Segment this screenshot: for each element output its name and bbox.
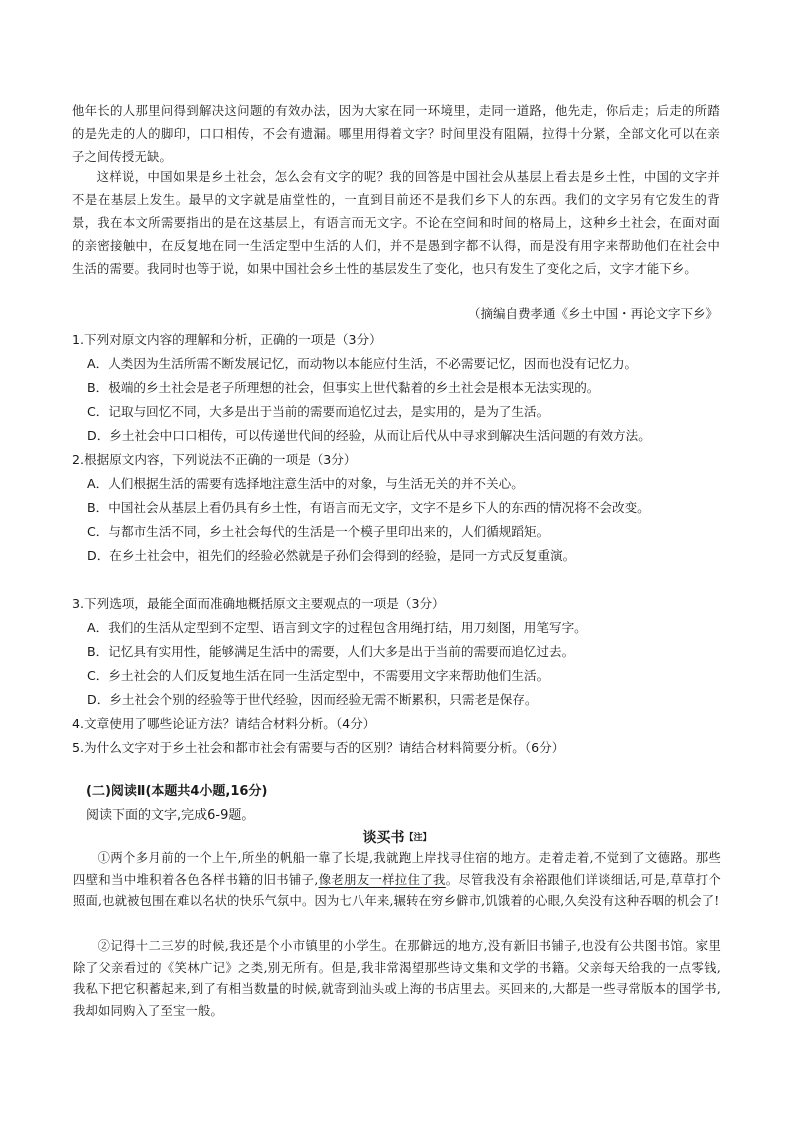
article-title-text: 谈买书: [362, 830, 405, 846]
p1-text-after: 。尽管我没有余裕跟他们详谈细话,可是,草草打个照面,也就被包围在难以名状的快乐气氛中。因为七八年来,辗转在穷乡僻市,饥饿着的心眼,久矣没有这种吞咽的机会了!: [73, 872, 721, 908]
paragraph-text: 这样说，中国如果是乡土社会，怎么会有文字的呢？我的回答是中国社会从基层上看去是乡土性，中国的文字并不是在基层上发生。最早的文字就是庙堂性的，一直到目前还不是我们乡下人的东西。我们的文字另有它发生的背景，我在本文所需要指出的是在这基层上，有语言而无文字。不论在空间和时间的格局上，这种乡土社会，在面对面的亲密接触中，在反复地在同一生活定型中生活的人们，并不是愚到字都不认得，而是没有用字来帮助他们在社会中生活的需要。我同时也等于说，如果中国社会乡土性的基层发生了变化，也只有发生了变化之后，文字才能下乡。: [72, 170, 720, 276]
question-1-option-c: C．记取与回忆不同，大多是出于当前的需要而追忆过去，是实用的，是为了生活。: [87, 404, 550, 419]
question-1-option-d: D．乡土社会中口口相传，可以传递世代间的经验，从而让后代从中寻求到解决生活问题的有效方法。: [87, 428, 651, 443]
p1-text-before: ①两个多月前的一个上午,所坐的帆船一靠了长堤,我就跑上岸找寻住宿的地方。走着走着,不觉到了文德路。那些四壁和当中堆积着各色各样书籍的旧书铺子,: [73, 851, 721, 887]
paragraph-text: ②记得十二三岁的时候,我还是个小市镇里的小学生。在那僻远的地方,没有新旧书铺子,也没有公共图书馆。家里除了父亲看过的《笑林广记》之类,别无所有。但是,我非常渴望那些诗文集和文学的书籍。父亲每天给我的一点零钱,我私下把它积蓄起来,到了有相当数量的时候,就寄到汕头或上海的书店里去。买回来的,大都是一些寻常版本的国学书,我却如同购入了至宝一般。: [73, 939, 721, 1018]
underlined-phrase: 像老朋友一样拉住了我: [318, 872, 446, 887]
section-heading: (二)阅读Ⅱ(本题共4小题,16分): [86, 784, 268, 799]
question-1-stem: 1.下列对原文内容的理解和分析，正确的一项是（3分）: [72, 332, 382, 347]
article-paragraph-2: [73, 936, 721, 1022]
question-1-option-b: B．极端的乡土社会是老子所理想的社会，但事实上世代黏着的乡土社会是根本无法实现的。: [87, 380, 600, 395]
question-3-option-d: D．乡土社会个别的经验等于世代经验，因而经验无需不断累积，只需老是保存。: [87, 692, 538, 707]
source-citation: （摘编自费孝通《乡土中国・再论文字下乡》: [467, 306, 718, 321]
question-2-option-a: A．人们根据生活的需要有选择地注意生活中的对象，与生活无关的并不关心。: [87, 476, 524, 491]
question-5-stem: 5.为什么文字对于乡土社会和都市社会有需要与否的区别？请结合材料简要分析。（6分）: [72, 740, 565, 755]
question-3-stem: 3.下列选项，最能全面而准确地概括原文主要观点的一项是（3分）: [72, 596, 445, 611]
paragraph-text: [73, 848, 721, 913]
question-2-option-d: D．在乡土社会中，祖先们的经验必然就是子孙们会得到的经验，是同一方式反复重演。: [87, 548, 576, 563]
question-4-stem: 4.文章使用了哪些论证方法？请结合材料分析。（4分）: [72, 716, 376, 731]
question-1-option-a: A．人类因为生活所需不断发展记忆，而动物以本能应付生活，不必需要记忆，因而也没有记忆力。: [87, 356, 638, 371]
title-note-tag: 【注】: [404, 833, 432, 843]
question-2-stem: 2.根据原文内容，下列说法不正确的一项是（3分）: [72, 452, 357, 467]
article-paragraph-1: [73, 848, 721, 913]
passage-paragraph-b: [72, 166, 720, 281]
paragraph-text: 他年长的人那里问得到解决这问题的有效办法，因为大家在同一环境里，走同一道路，他先走，你后走；后走的所踏的是先走的人的脚印，口口相传，不会有遗漏。哪里用得着文字？时间里没有阻隔，拉得十分紧，全部文化可以在亲子之间传授无缺。: [72, 104, 720, 164]
question-2-option-b: B．中国社会从基层上看仍具有乡土性，有语言而无文字，文字不是乡下人的东西的情况将不会改变。: [87, 500, 650, 515]
question-3-option-b: B．记忆具有实用性，能够满足生活中的需要，人们大多是出于当前的需要而追忆过去。: [87, 644, 575, 659]
article-title: [0, 827, 794, 849]
section-instruction: 阅读下面的文字,完成6-9题。: [86, 808, 255, 823]
question-2-option-c: C．与都市生活不同，乡土社会每代的生活是一个模子里印出来的，人们循规蹈矩。: [87, 524, 550, 539]
passage-paragraph-a: [72, 100, 720, 169]
question-3-option-a: A．我们的生活从定型到不定型、语言到文字的过程包含用绳打结，用刀刻图，用笔写字。: [87, 620, 587, 635]
question-3-option-c: C．乡土社会的人们反复地生活在同一生活定型中，不需要用文字来帮助他们生活。: [87, 668, 550, 683]
